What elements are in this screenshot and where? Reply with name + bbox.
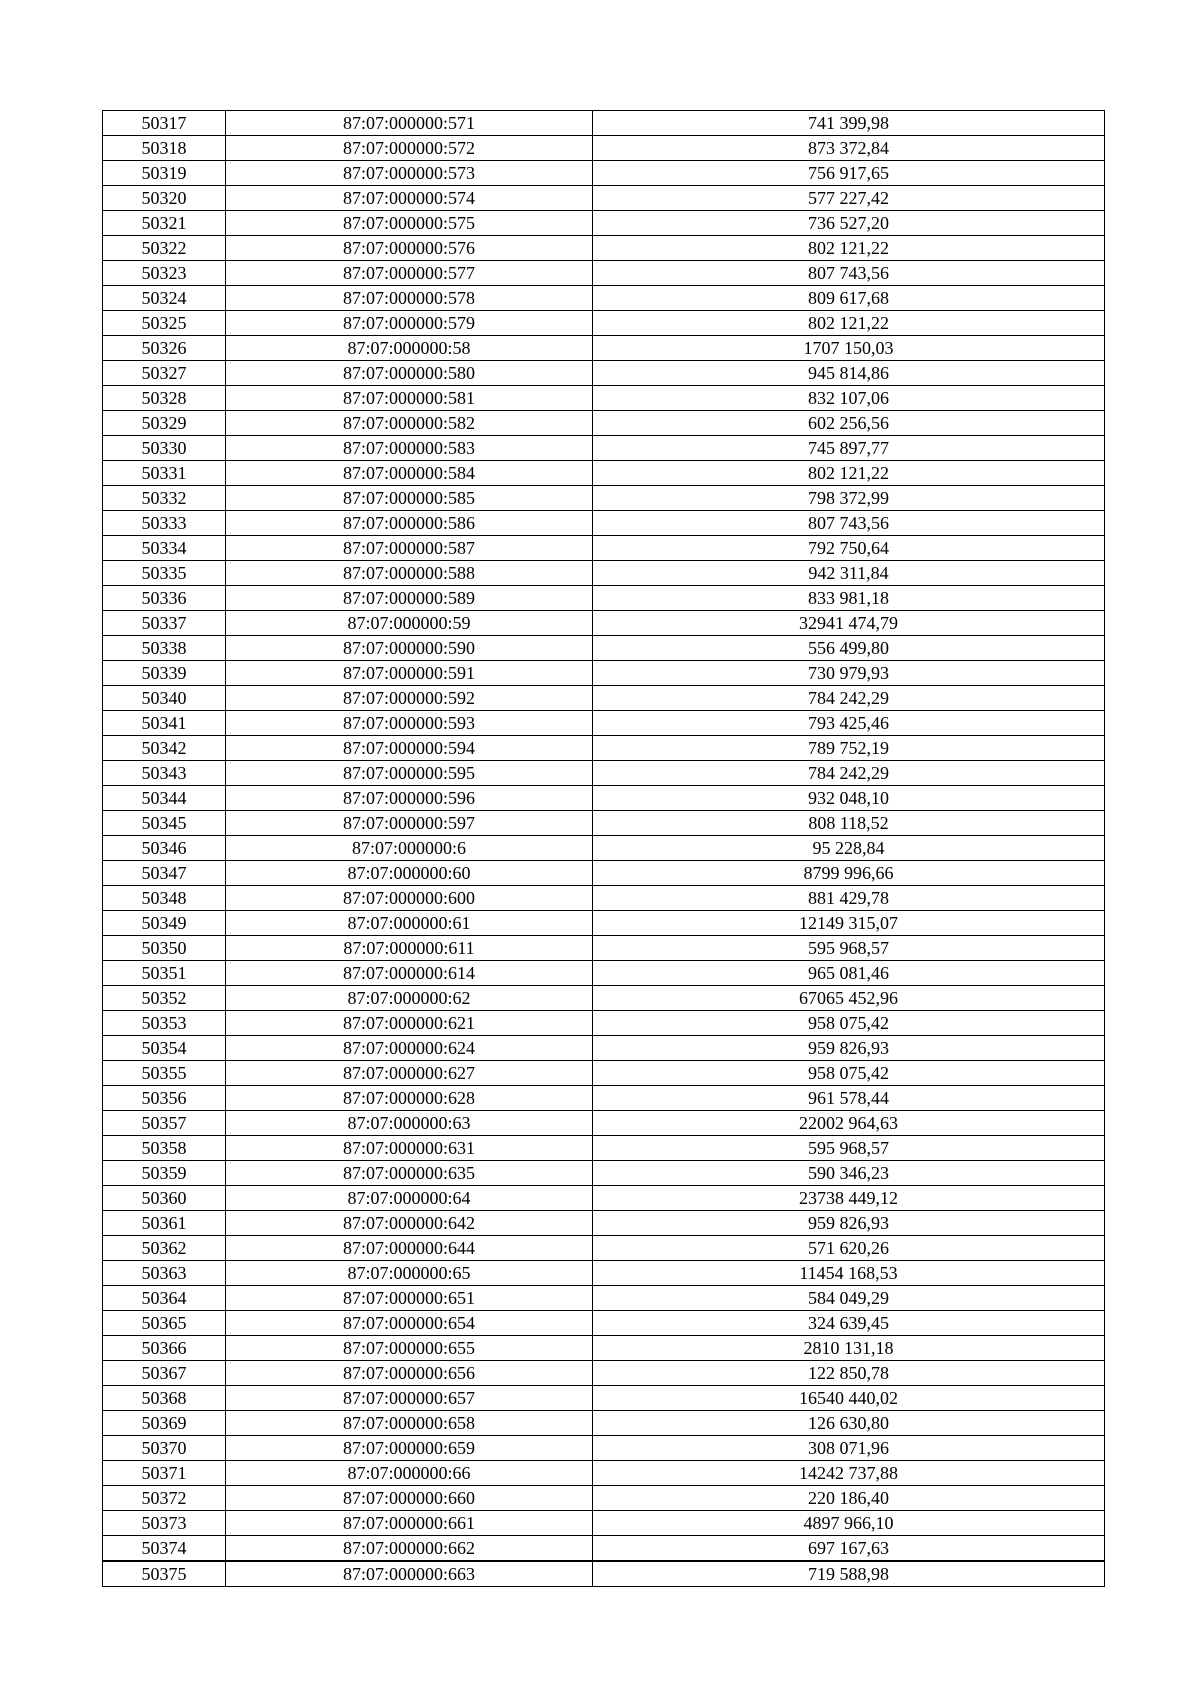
row-number-cell: 50337 [103, 611, 226, 636]
row-number-cell: 50351 [103, 961, 226, 986]
cadastral-value-cell: 584 049,29 [593, 1286, 1105, 1311]
row-number-cell: 50338 [103, 636, 226, 661]
table-row [103, 461, 1105, 486]
row-number-cell: 50370 [103, 1436, 226, 1461]
row-number-cell: 50353 [103, 1011, 226, 1036]
document-page [102, 110, 1104, 1587]
table-row [103, 1111, 1105, 1136]
cadastral-number-cell: 87:07:000000:660 [226, 1486, 593, 1511]
table-row [103, 886, 1105, 911]
cadastral-value-cell: 756 917,65 [593, 161, 1105, 186]
cadastral-number-cell: 87:07:000000:580 [226, 361, 593, 386]
cadastral-number-cell: 87:07:000000:593 [226, 711, 593, 736]
cadastral-value-cell: 958 075,42 [593, 1061, 1105, 1086]
cadastral-number-cell: 87:07:000000:589 [226, 586, 593, 611]
cadastral-number-cell: 87:07:000000:63 [226, 1111, 593, 1136]
cadastral-value-cell: 571 620,26 [593, 1236, 1105, 1261]
row-number-cell: 50348 [103, 886, 226, 911]
row-number-cell: 50332 [103, 486, 226, 511]
row-number-cell: 50368 [103, 1386, 226, 1411]
cadastral-number-cell: 87:07:000000:584 [226, 461, 593, 486]
row-number-cell: 50350 [103, 936, 226, 961]
row-number-cell: 50362 [103, 1236, 226, 1261]
table-row [103, 661, 1105, 686]
cadastral-number-cell: 87:07:000000:663 [226, 1561, 593, 1587]
row-number-cell: 50355 [103, 1061, 226, 1086]
cadastral-value-cell: 23738 449,12 [593, 1186, 1105, 1211]
cadastral-number-cell: 87:07:000000:594 [226, 736, 593, 761]
table-row [103, 836, 1105, 861]
cadastral-number-cell: 87:07:000000:576 [226, 236, 593, 261]
cadastral-value-cell: 16540 440,02 [593, 1386, 1105, 1411]
table-row [103, 736, 1105, 761]
row-number-cell: 50331 [103, 461, 226, 486]
cadastral-value-cell: 12149 315,07 [593, 911, 1105, 936]
table-row [103, 561, 1105, 586]
row-number-cell: 50327 [103, 361, 226, 386]
table-row [103, 1461, 1105, 1486]
cadastral-value-cell: 932 048,10 [593, 786, 1105, 811]
cadastral-number-cell: 87:07:000000:590 [226, 636, 593, 661]
row-number-cell: 50361 [103, 1211, 226, 1236]
cadastral-number-cell: 87:07:000000:658 [226, 1411, 593, 1436]
cadastral-number-cell: 87:07:000000:627 [226, 1061, 593, 1086]
cadastral-value-cell: 798 372,99 [593, 486, 1105, 511]
cadastral-value-cell: 784 242,29 [593, 761, 1105, 786]
cadastral-value-cell: 873 372,84 [593, 136, 1105, 161]
row-number-cell: 50349 [103, 911, 226, 936]
row-number-cell: 50356 [103, 1086, 226, 1111]
cadastral-number-cell: 87:07:000000:644 [226, 1236, 593, 1261]
cadastral-value-cell: 792 750,64 [593, 536, 1105, 561]
row-number-cell: 50365 [103, 1311, 226, 1336]
cadastral-number-cell: 87:07:000000:581 [226, 386, 593, 411]
cadastral-number-cell: 87:07:000000:591 [226, 661, 593, 686]
table-row [103, 961, 1105, 986]
cadastral-value-cell: 965 081,46 [593, 961, 1105, 986]
row-number-cell: 50336 [103, 586, 226, 611]
cadastral-number-cell: 87:07:000000:572 [226, 136, 593, 161]
cadastral-value-cell: 556 499,80 [593, 636, 1105, 661]
table-row [103, 986, 1105, 1011]
table-row [103, 1086, 1105, 1111]
table-row [103, 1211, 1105, 1236]
cadastral-value-cell: 961 578,44 [593, 1086, 1105, 1111]
table-row [103, 1511, 1105, 1536]
row-number-cell: 50317 [103, 111, 226, 136]
cadastral-value-cell: 807 743,56 [593, 261, 1105, 286]
cadastral-number-cell: 87:07:000000:662 [226, 1536, 593, 1562]
table-row [103, 1336, 1105, 1361]
row-number-cell: 50366 [103, 1336, 226, 1361]
table-row [103, 1036, 1105, 1061]
row-number-cell: 50335 [103, 561, 226, 586]
cadastral-value-cell: 832 107,06 [593, 386, 1105, 411]
cadastral-number-cell: 87:07:000000:60 [226, 861, 593, 886]
cadastral-value-cell: 2810 131,18 [593, 1336, 1105, 1361]
cadastral-value-cell: 959 826,93 [593, 1036, 1105, 1061]
cadastral-number-cell: 87:07:000000:600 [226, 886, 593, 911]
cadastral-value-cell: 802 121,22 [593, 311, 1105, 336]
row-number-cell: 50358 [103, 1136, 226, 1161]
row-number-cell: 50354 [103, 1036, 226, 1061]
row-number-cell: 50343 [103, 761, 226, 786]
cadastral-number-cell: 87:07:000000:58 [226, 336, 593, 361]
cadastral-number-cell: 87:07:000000:657 [226, 1386, 593, 1411]
cadastral-value-cell: 126 630,80 [593, 1411, 1105, 1436]
cadastral-number-cell: 87:07:000000:651 [226, 1286, 593, 1311]
table-row [103, 686, 1105, 711]
cadastral-value-cell: 741 399,98 [593, 111, 1105, 136]
cadastral-number-cell: 87:07:000000:64 [226, 1186, 593, 1211]
row-number-cell: 50346 [103, 836, 226, 861]
row-number-cell: 50367 [103, 1361, 226, 1386]
table-row [103, 286, 1105, 311]
row-number-cell: 50360 [103, 1186, 226, 1211]
row-number-cell: 50373 [103, 1511, 226, 1536]
table-row [103, 261, 1105, 286]
cadastral-value-cell: 595 968,57 [593, 1136, 1105, 1161]
cadastral-number-cell: 87:07:000000:579 [226, 311, 593, 336]
cadastral-value-cell: 22002 964,63 [593, 1111, 1105, 1136]
row-number-cell: 50323 [103, 261, 226, 286]
table-row [103, 486, 1105, 511]
cadastral-value-cell: 697 167,63 [593, 1536, 1105, 1562]
cadastral-value-cell: 324 639,45 [593, 1311, 1105, 1336]
table-row [103, 1136, 1105, 1161]
row-number-cell: 50321 [103, 211, 226, 236]
table-row [103, 711, 1105, 736]
cadastral-value-cell: 1707 150,03 [593, 336, 1105, 361]
cadastral-value-cell: 122 850,78 [593, 1361, 1105, 1386]
cadastral-number-cell: 87:07:000000:6 [226, 836, 593, 861]
cadastral-number-cell: 87:07:000000:621 [226, 1011, 593, 1036]
table-row [103, 111, 1105, 136]
table-row [103, 1386, 1105, 1411]
row-number-cell: 50341 [103, 711, 226, 736]
table-row [103, 1011, 1105, 1036]
cadastral-value-cell: 95 228,84 [593, 836, 1105, 861]
cadastral-value-cell: 736 527,20 [593, 211, 1105, 236]
cadastral-number-cell: 87:07:000000:586 [226, 511, 593, 536]
cadastral-value-cell: 577 227,42 [593, 186, 1105, 211]
cadastral-number-cell: 87:07:000000:577 [226, 261, 593, 286]
table-row [103, 1311, 1105, 1336]
cadastral-number-cell: 87:07:000000:578 [226, 286, 593, 311]
table-row [103, 786, 1105, 811]
row-number-cell: 50363 [103, 1261, 226, 1286]
cadastral-number-cell: 87:07:000000:65 [226, 1261, 593, 1286]
cadastral-value-cell: 67065 452,96 [593, 986, 1105, 1011]
table-row [103, 761, 1105, 786]
cadastral-value-cell: 308 071,96 [593, 1436, 1105, 1461]
row-number-cell: 50345 [103, 811, 226, 836]
cadastral-value-cell: 595 968,57 [593, 936, 1105, 961]
cadastral-number-cell: 87:07:000000:654 [226, 1311, 593, 1336]
row-number-cell: 50319 [103, 161, 226, 186]
row-number-cell: 50330 [103, 436, 226, 461]
cadastral-number-cell: 87:07:000000:571 [226, 111, 593, 136]
row-number-cell: 50357 [103, 1111, 226, 1136]
table-row [103, 861, 1105, 886]
row-number-cell: 50364 [103, 1286, 226, 1311]
cadastral-number-cell: 87:07:000000:614 [226, 961, 593, 986]
table-row [103, 1161, 1105, 1186]
cadastral-value-cell: 802 121,22 [593, 461, 1105, 486]
table-row [103, 186, 1105, 211]
cadastral-number-cell: 87:07:000000:588 [226, 561, 593, 586]
cadastral-number-cell: 87:07:000000:583 [226, 436, 593, 461]
cadastral-number-cell: 87:07:000000:574 [226, 186, 593, 211]
row-number-cell: 50375 [103, 1561, 226, 1587]
cadastral-value-cell: 4897 966,10 [593, 1511, 1105, 1536]
row-number-cell: 50371 [103, 1461, 226, 1486]
table-row [103, 1411, 1105, 1436]
table-row [103, 336, 1105, 361]
table-row [103, 1361, 1105, 1386]
cadastral-number-cell: 87:07:000000:582 [226, 411, 593, 436]
table-row [103, 1286, 1105, 1311]
cadastral-number-cell: 87:07:000000:611 [226, 936, 593, 961]
cadastral-value-cell: 220 186,40 [593, 1486, 1105, 1511]
row-number-cell: 50347 [103, 861, 226, 886]
table-row [103, 436, 1105, 461]
cadastral-value-cell: 881 429,78 [593, 886, 1105, 911]
row-number-cell: 50326 [103, 336, 226, 361]
table-body [103, 111, 1105, 1587]
cadastral-value-cell: 784 242,29 [593, 686, 1105, 711]
cadastral-value-cell: 590 346,23 [593, 1161, 1105, 1186]
table-row [103, 1186, 1105, 1211]
cadastral-value-cell: 942 311,84 [593, 561, 1105, 586]
cadastral-value-cell: 730 979,93 [593, 661, 1105, 686]
cadastral-number-cell: 87:07:000000:587 [226, 536, 593, 561]
table-row [103, 411, 1105, 436]
row-number-cell: 50334 [103, 536, 226, 561]
table-row [103, 311, 1105, 336]
table-row [103, 386, 1105, 411]
cadastral-number-cell: 87:07:000000:575 [226, 211, 593, 236]
cadastral-number-cell: 87:07:000000:61 [226, 911, 593, 936]
cadastral-value-cell: 745 897,77 [593, 436, 1105, 461]
cadastral-number-cell: 87:07:000000:631 [226, 1136, 593, 1161]
table-row [103, 1261, 1105, 1286]
row-number-cell: 50328 [103, 386, 226, 411]
row-number-cell: 50339 [103, 661, 226, 686]
cadastral-number-cell: 87:07:000000:628 [226, 1086, 593, 1111]
row-number-cell: 50369 [103, 1411, 226, 1436]
table-row [103, 1236, 1105, 1261]
row-number-cell: 50329 [103, 411, 226, 436]
table-row [103, 1561, 1105, 1587]
row-number-cell: 50374 [103, 1536, 226, 1562]
cadastral-number-cell: 87:07:000000:592 [226, 686, 593, 711]
table-row [103, 136, 1105, 161]
cadastral-value-cell: 945 814,86 [593, 361, 1105, 386]
cadastral-number-cell: 87:07:000000:624 [226, 1036, 593, 1061]
cadastral-number-cell: 87:07:000000:573 [226, 161, 593, 186]
cadastral-value-cell: 793 425,46 [593, 711, 1105, 736]
row-number-cell: 50322 [103, 236, 226, 261]
table-row [103, 1536, 1105, 1562]
cadastral-value-table [102, 110, 1105, 1587]
cadastral-value-cell: 958 075,42 [593, 1011, 1105, 1036]
table-row [103, 511, 1105, 536]
table-row [103, 911, 1105, 936]
cadastral-number-cell: 87:07:000000:585 [226, 486, 593, 511]
cadastral-number-cell: 87:07:000000:62 [226, 986, 593, 1011]
row-number-cell: 50342 [103, 736, 226, 761]
row-number-cell: 50324 [103, 286, 226, 311]
table-row [103, 536, 1105, 561]
table-row [103, 611, 1105, 636]
table-row [103, 236, 1105, 261]
cadastral-value-cell: 833 981,18 [593, 586, 1105, 611]
cadastral-value-cell: 802 121,22 [593, 236, 1105, 261]
cadastral-number-cell: 87:07:000000:597 [226, 811, 593, 836]
cadastral-value-cell: 789 752,19 [593, 736, 1105, 761]
table-row [103, 586, 1105, 611]
cadastral-value-cell: 602 256,56 [593, 411, 1105, 436]
cadastral-number-cell: 87:07:000000:661 [226, 1511, 593, 1536]
cadastral-value-cell: 14242 737,88 [593, 1461, 1105, 1486]
cadastral-value-cell: 808 118,52 [593, 811, 1105, 836]
row-number-cell: 50318 [103, 136, 226, 161]
cadastral-value-cell: 809 617,68 [593, 286, 1105, 311]
cadastral-value-cell: 8799 996,66 [593, 861, 1105, 886]
table-row [103, 1061, 1105, 1086]
row-number-cell: 50352 [103, 986, 226, 1011]
table-row [103, 1436, 1105, 1461]
cadastral-value-cell: 11454 168,53 [593, 1261, 1105, 1286]
table-row [103, 936, 1105, 961]
cadastral-number-cell: 87:07:000000:66 [226, 1461, 593, 1486]
row-number-cell: 50340 [103, 686, 226, 711]
cadastral-value-cell: 807 743,56 [593, 511, 1105, 536]
table-row [103, 161, 1105, 186]
cadastral-number-cell: 87:07:000000:595 [226, 761, 593, 786]
table-row [103, 211, 1105, 236]
cadastral-number-cell: 87:07:000000:659 [226, 1436, 593, 1461]
cadastral-number-cell: 87:07:000000:635 [226, 1161, 593, 1186]
cadastral-value-cell: 959 826,93 [593, 1211, 1105, 1236]
table-row [103, 811, 1105, 836]
row-number-cell: 50359 [103, 1161, 226, 1186]
cadastral-number-cell: 87:07:000000:59 [226, 611, 593, 636]
row-number-cell: 50344 [103, 786, 226, 811]
cadastral-value-cell: 32941 474,79 [593, 611, 1105, 636]
table-row [103, 1486, 1105, 1511]
table-row [103, 636, 1105, 661]
row-number-cell: 50333 [103, 511, 226, 536]
row-number-cell: 50325 [103, 311, 226, 336]
cadastral-number-cell: 87:07:000000:656 [226, 1361, 593, 1386]
cadastral-value-cell: 719 588,98 [593, 1561, 1105, 1587]
row-number-cell: 50320 [103, 186, 226, 211]
table-row [103, 361, 1105, 386]
cadastral-number-cell: 87:07:000000:596 [226, 786, 593, 811]
cadastral-number-cell: 87:07:000000:655 [226, 1336, 593, 1361]
row-number-cell: 50372 [103, 1486, 226, 1511]
cadastral-number-cell: 87:07:000000:642 [226, 1211, 593, 1236]
